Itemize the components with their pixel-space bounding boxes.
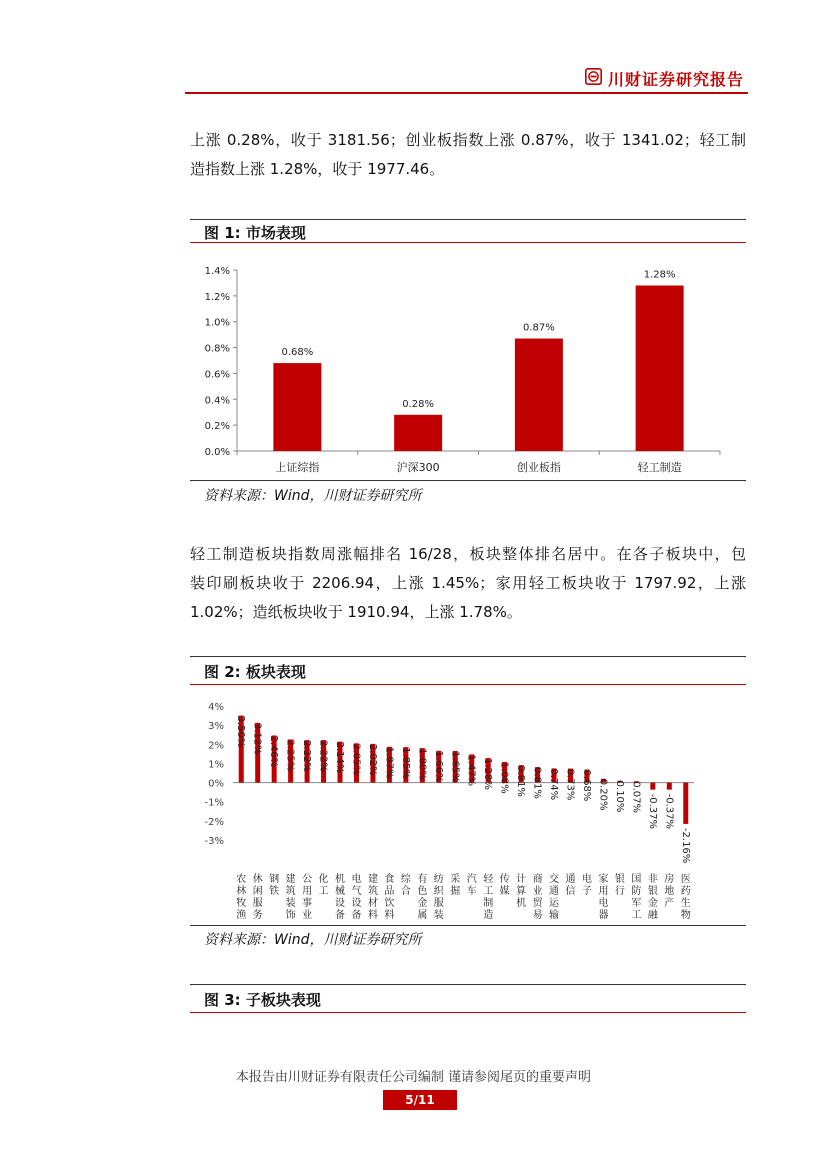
bar-data-label: 2.05%	[350, 743, 362, 776]
bar-data-label: 0.74%	[548, 768, 560, 801]
report-header-title: 川财证券研究报告	[608, 70, 745, 89]
bar-data-label: 2.46%	[268, 735, 280, 768]
bar-data-label: -0.37%	[663, 793, 675, 830]
figure1-bottom-rule	[190, 480, 746, 481]
figure2-title: 图 2: 板块表现	[204, 663, 306, 681]
bar-data-label: 1.47%	[465, 754, 477, 787]
category-label: 公用事业	[302, 874, 313, 921]
bar	[650, 783, 655, 790]
y-tick-label: 4%	[208, 702, 224, 713]
sector-line-1: 轻工制造板块指数周涨幅排名 16/28，板块整体排名居中。在各子板块中，包	[190, 545, 746, 563]
figure3-title: 图 3: 子板块表现	[204, 991, 321, 1009]
y-tick-label: 0.0%	[204, 447, 230, 458]
category-label: 汽车	[466, 874, 477, 897]
y-tick-label: 1.0%	[204, 317, 230, 329]
category-label: 医药生物	[680, 874, 691, 921]
sector-paragraph	[190, 540, 746, 627]
sector-line-2: 装印刷板块收于 2206.94，上涨 1.45%；家用轻工板块收于 1797.92，上涨	[190, 574, 746, 592]
y-tick-label: -1%	[204, 797, 224, 809]
category-label: 综合	[400, 874, 411, 897]
y-tick-label: 3%	[208, 721, 224, 733]
figure1-title: 图 1: 市场表现	[204, 224, 306, 242]
y-tick-label: 1.2%	[204, 291, 230, 303]
y-tick-label: 1.4%	[204, 266, 230, 277]
bar-data-label: 1.28%	[643, 269, 676, 281]
category-label: 商业贸易	[532, 874, 543, 921]
bar-data-label: 2.14%	[334, 741, 346, 774]
category-label: 机械设备	[335, 874, 346, 921]
figure3-title-rule	[190, 1012, 746, 1013]
figure2-chart	[190, 686, 746, 924]
category-label: 建筑装饰	[285, 874, 296, 921]
category-label: 电气设备	[351, 874, 362, 921]
company-logo-icon	[585, 68, 602, 85]
category-label: 国防军工	[631, 874, 642, 921]
y-tick-label: 0%	[208, 778, 224, 790]
category-label: 纺织服装	[433, 874, 444, 921]
bar-data-label: 3.12%	[251, 722, 263, 755]
category-label: 电子	[581, 874, 592, 897]
bar-data-label: 2.22%	[301, 740, 313, 772]
bar	[667, 783, 672, 790]
category-label: 计算机	[516, 874, 527, 909]
category-label: 家用电器	[598, 874, 609, 921]
figure2-bottom-rule	[190, 925, 746, 926]
bar-data-label: 1.28%	[482, 758, 494, 790]
figure1-top-rule	[190, 219, 746, 220]
intro-paragraph	[190, 126, 746, 184]
bar-data-label: 0.91%	[515, 765, 527, 797]
figure2-source: 资料来源：Wind，川财证券研究所	[204, 932, 422, 948]
bar-data-label: 0.73%	[564, 768, 576, 801]
bar-data-label: 0.07%	[630, 781, 642, 814]
bar-data-label: 1.87%	[383, 746, 395, 779]
bar-data-label: 1.08%	[498, 761, 510, 794]
y-tick-label: 0.6%	[204, 369, 230, 381]
category-label: 农林牧渔	[236, 874, 247, 921]
bar-data-label: 0.10%	[613, 780, 625, 813]
bar-data-label: 2.02%	[366, 743, 378, 776]
category-label: 食品饮料	[384, 874, 395, 921]
figure2-title-rule	[190, 684, 746, 685]
category-label: 建筑材料	[367, 874, 378, 921]
bar	[515, 339, 563, 451]
category-label: 轻工制造	[637, 461, 682, 474]
category-label: 钢铁	[269, 874, 280, 897]
bar-data-label: 1.65%	[449, 750, 461, 783]
bar-data-label: 0.28%	[402, 398, 435, 410]
y-tick-label: -3%	[204, 836, 224, 847]
category-label: 创业板指	[516, 461, 561, 474]
bar	[273, 363, 321, 451]
y-tick-label: 2%	[208, 740, 224, 752]
category-label: 传媒	[499, 874, 510, 897]
intro-line-2: 造指数上涨 1.28%，收于 1977.46。	[190, 160, 445, 178]
intro-line-1: 上涨 0.28%，收于 3181.56；创业板指数上涨 0.87%，收于 1341.02；轻工制	[190, 131, 746, 149]
y-tick-label: 0.2%	[204, 421, 230, 433]
bar-data-label: 0.81%	[531, 767, 543, 799]
category-label: 有色金属	[417, 874, 428, 921]
bar-data-label: 2.25%	[284, 739, 296, 772]
footer-disclaimer: 本报告由川财证券有限责任公司编制 谨请参阅尾页的重要声明	[235, 1070, 592, 1085]
category-label: 银行	[614, 874, 625, 897]
bar	[394, 415, 442, 451]
category-label: 采掘	[450, 874, 461, 897]
category-label: 化工	[318, 874, 329, 897]
figure1-source: 资料来源：Wind，川财证券研究所	[204, 488, 422, 504]
y-tick-label: 0.8%	[204, 343, 230, 355]
bar	[636, 286, 684, 451]
figure1-title-rule	[190, 242, 746, 243]
bar-data-label: 2.22%	[317, 740, 329, 772]
sector-line-3: 1.02%；造纸板块收于 1910.94，上涨 1.78%。	[190, 603, 522, 621]
bar	[683, 783, 688, 824]
category-label: 休闲服务	[252, 874, 263, 921]
bar-data-label: -0.37%	[646, 793, 658, 830]
bar-data-label: 0.20%	[597, 778, 609, 811]
y-tick-label: -2%	[204, 816, 224, 828]
category-label: 房地产	[664, 874, 675, 909]
bar-data-label: 0.68%	[580, 769, 592, 802]
category-label: 上证综指	[275, 461, 320, 474]
bar-data-label: 0.87%	[522, 322, 555, 334]
y-tick-label: 1%	[208, 759, 224, 771]
page-number: 5/11	[383, 1090, 457, 1110]
bar-data-label: 3.50%	[235, 715, 247, 748]
bar-data-label: 1.66%	[432, 750, 444, 783]
bar-data-label: 1.80%	[416, 748, 428, 780]
figure3-top-rule	[190, 984, 746, 985]
category-label: 轻工制造	[483, 874, 494, 921]
figure2-top-rule	[190, 656, 746, 657]
figure1-chart	[190, 250, 746, 478]
bar-data-label: 1.85%	[399, 747, 411, 779]
bar-data-label: -2.16%	[679, 827, 691, 864]
category-label: 非银金融	[647, 874, 658, 921]
header-divider	[185, 92, 748, 94]
category-label: 通信	[565, 874, 576, 897]
category-label: 交通运输	[549, 874, 560, 921]
category-label: 沪深300	[396, 461, 440, 474]
y-tick-label: 0.4%	[204, 395, 230, 407]
bar-data-label: 0.68%	[281, 347, 314, 359]
